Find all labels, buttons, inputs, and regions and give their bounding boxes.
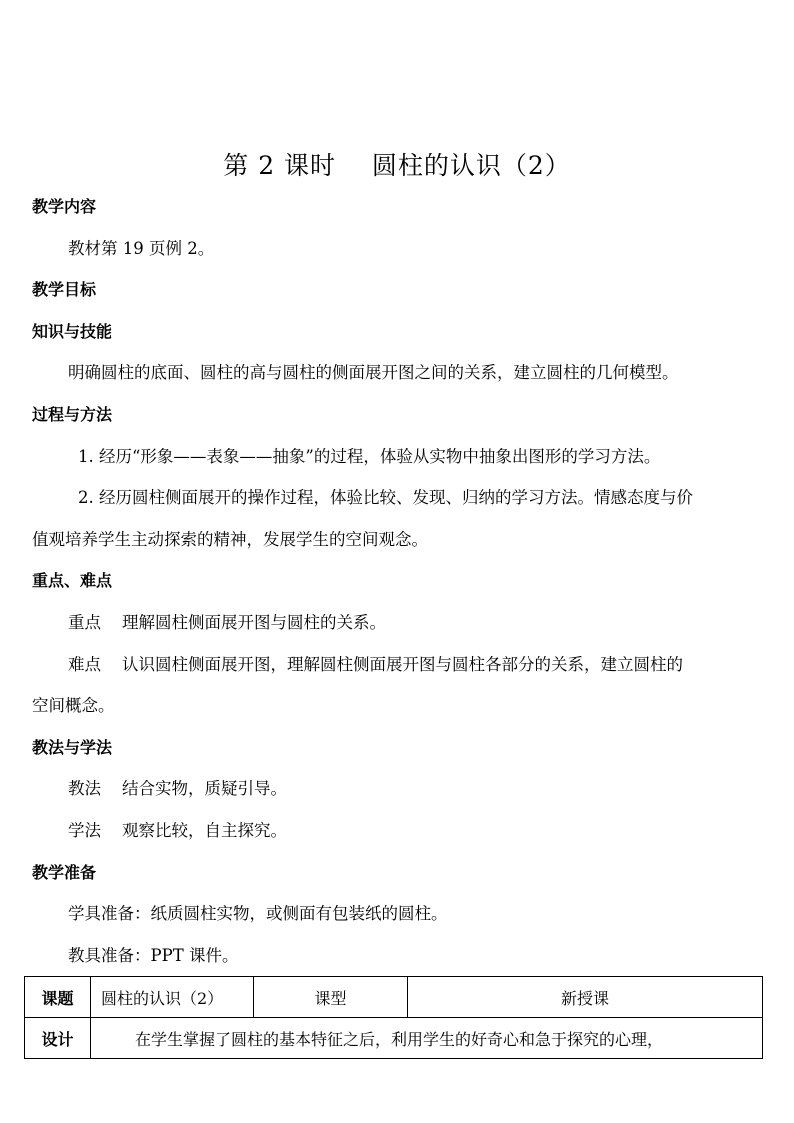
table-cell-design-label: 设计: [25, 1018, 91, 1059]
content-text: 教材第 19 页例 2。: [68, 239, 215, 258]
learning-method-text: 学法 观察比较，自主探究。: [68, 821, 287, 840]
table-cell-topic-value: 圆柱的认识（2）: [91, 977, 254, 1018]
table-cell-design-text: 在学生掌握了圆柱的基本特征之后，利用学生的好奇心和急于探究的心理，: [91, 1018, 763, 1059]
section-heading-process: 过程与方法: [32, 405, 113, 424]
section-heading-goals: 教学目标: [32, 280, 97, 299]
key-point-text: 重点 理解圆柱侧面展开图与圆柱的关系。: [68, 613, 386, 632]
section-heading-content: 教学内容: [32, 197, 97, 216]
difficult-point-text-continued: 空间概念。: [32, 696, 115, 715]
table-cell-type-value: 新授课: [408, 977, 763, 1018]
section-heading-preparation: 教学准备: [32, 863, 97, 882]
lesson-info-table: [24, 976, 763, 1059]
knowledge-text: 明确圆柱的底面、圆柱的高与圆柱的侧面展开图之间的关系，建立圆柱的几何模型。: [68, 363, 679, 382]
table-cell-type-label: 课型: [254, 977, 408, 1018]
teacher-preparation-text: 教具准备：PPT 课件。: [68, 946, 239, 965]
page-title: 第 2 课时 圆柱的认识（2）: [223, 151, 571, 180]
process-item-1: 1. 经历“形象——表象——抽象”的过程，体验从实物中抽象出图形的学习方法。: [78, 447, 661, 466]
section-heading-methods: 教法与学法: [32, 738, 113, 757]
section-heading-key-points: 重点、难点: [32, 571, 113, 590]
table-cell-topic-label: 课题: [25, 977, 91, 1018]
student-preparation-text: 学具准备：纸质圆柱实物，或侧面有包装纸的圆柱。: [68, 904, 448, 923]
process-item-2-continued: 值观培养学生主动探索的精神，发展学生的空间观念。: [32, 530, 428, 549]
section-heading-knowledge: 知识与技能: [32, 322, 113, 341]
table-row: [25, 977, 763, 1018]
teaching-method-text: 教法 结合实物，质疑引导。: [68, 779, 287, 798]
difficult-point-text: 难点 认识圆柱侧面展开图，理解圆柱侧面展开图与圆柱各部分的关系，建立圆柱的: [68, 655, 683, 674]
process-item-2: 2. 经历圆柱侧面展开的操作过程，体验比较、发现、归纳的学习方法。情感态度与价: [78, 488, 693, 507]
table-row: [25, 1018, 763, 1059]
